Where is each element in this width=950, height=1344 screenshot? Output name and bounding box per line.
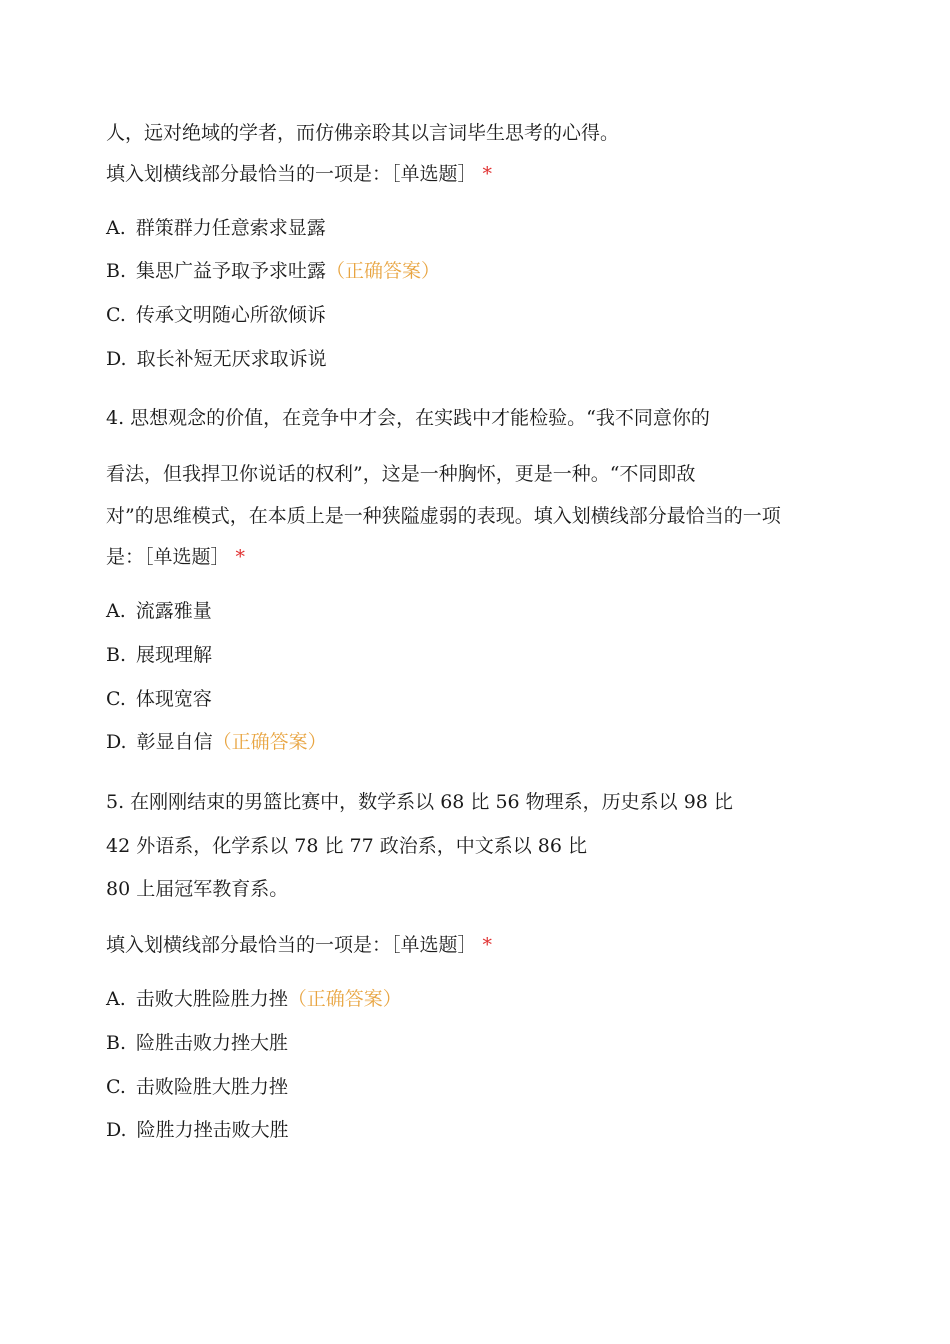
option-text: 体现宽容: [135, 688, 212, 710]
option-letter: D.: [106, 731, 127, 753]
option-text: 彰显自信: [136, 731, 213, 753]
option-letter: A.: [106, 217, 126, 239]
option-letter: A.: [106, 600, 126, 622]
q4-stem-line-2: 看法，但我捍卫你说话的权利”，这是一种胸怀，更是一种。“不同即敌: [106, 463, 696, 485]
answer-note: （正确答案）: [326, 260, 441, 282]
q4-option-a[interactable]: [106, 598, 212, 624]
q5-prompt-text: 填入划横线部分最恰当的一项是：［单选题］: [106, 934, 477, 956]
q4-stem-line-3: 对”的思维模式，在本质上是一种狭隘虚弱的表现。填入划横线部分最恰当的一项: [106, 505, 781, 527]
q5-option-c[interactable]: [106, 1074, 288, 1100]
q3-option-b[interactable]: [106, 258, 440, 284]
option-letter: A.: [106, 988, 126, 1010]
option-text: 击败大胜险胜力挫: [135, 988, 288, 1010]
option-letter: D.: [106, 1119, 127, 1141]
q4-option-d[interactable]: [106, 729, 327, 755]
q4-option-c[interactable]: [106, 686, 212, 712]
option-text: 群策群力任意索求显露: [135, 217, 326, 239]
q3-prompt-text: 填入划横线部分最恰当的一项是：［单选题］: [106, 163, 477, 185]
q5-stem-line-3: 80 上届冠军教育系。: [106, 878, 289, 900]
option-letter: B.: [106, 644, 127, 666]
option-text: 展现理解: [136, 644, 213, 666]
q3-option-a[interactable]: [106, 215, 326, 241]
q5-stem-line-1: 5. 在刚刚结束的男篮比赛中，数学系以 68 比 56 物理系，历史系以 98 比: [106, 791, 733, 813]
q4-prompt-text: 是：［单选题］: [106, 546, 230, 568]
option-text: 取长补短无厌求取诉说: [136, 348, 327, 370]
q5-option-a[interactable]: [106, 986, 402, 1012]
option-letter: C.: [106, 688, 126, 710]
q3-required-mark: *: [482, 163, 493, 185]
q5-stem-line-2: 42 外语系，化学系以 78 比 77 政治系，中文系以 86 比: [106, 835, 587, 857]
q4-option-b[interactable]: [106, 642, 212, 668]
option-text: 险胜击败力挫大胜: [136, 1032, 289, 1054]
q5-prompt: [106, 932, 492, 958]
q4-required-mark: *: [235, 546, 246, 568]
option-letter: B.: [106, 1032, 127, 1054]
q3-stem-tail: 人，远对绝域的学者，而仿佛亲聆其以言词毕生思考的心得。: [106, 122, 620, 144]
option-letter: B.: [106, 260, 127, 282]
option-letter: D.: [106, 348, 127, 370]
q3-option-d[interactable]: [106, 346, 327, 372]
answer-note: （正确答案）: [287, 988, 402, 1010]
option-text: 传承文明随心所欲倾诉: [135, 304, 326, 326]
q4-stem-line-1: 4. 思想观念的价值，在竞争中才会，在实践中才能检验。“我不同意你的: [106, 407, 710, 429]
option-text: 集思广益予取予求吐露: [136, 260, 327, 282]
q5-option-b[interactable]: [106, 1030, 288, 1056]
option-text: 险胜力挫击败大胜: [136, 1119, 289, 1141]
option-text: 流露雅量: [135, 600, 212, 622]
option-letter: C.: [106, 1076, 126, 1098]
q3-option-c[interactable]: [106, 302, 326, 328]
q3-prompt: [106, 161, 492, 187]
answer-note: （正确答案）: [212, 731, 327, 753]
q5-required-mark: *: [482, 934, 493, 956]
q4-prompt: [106, 544, 245, 570]
q5-option-d[interactable]: [106, 1117, 289, 1143]
option-letter: C.: [106, 304, 126, 326]
option-text: 击败险胜大胜力挫: [135, 1076, 288, 1098]
